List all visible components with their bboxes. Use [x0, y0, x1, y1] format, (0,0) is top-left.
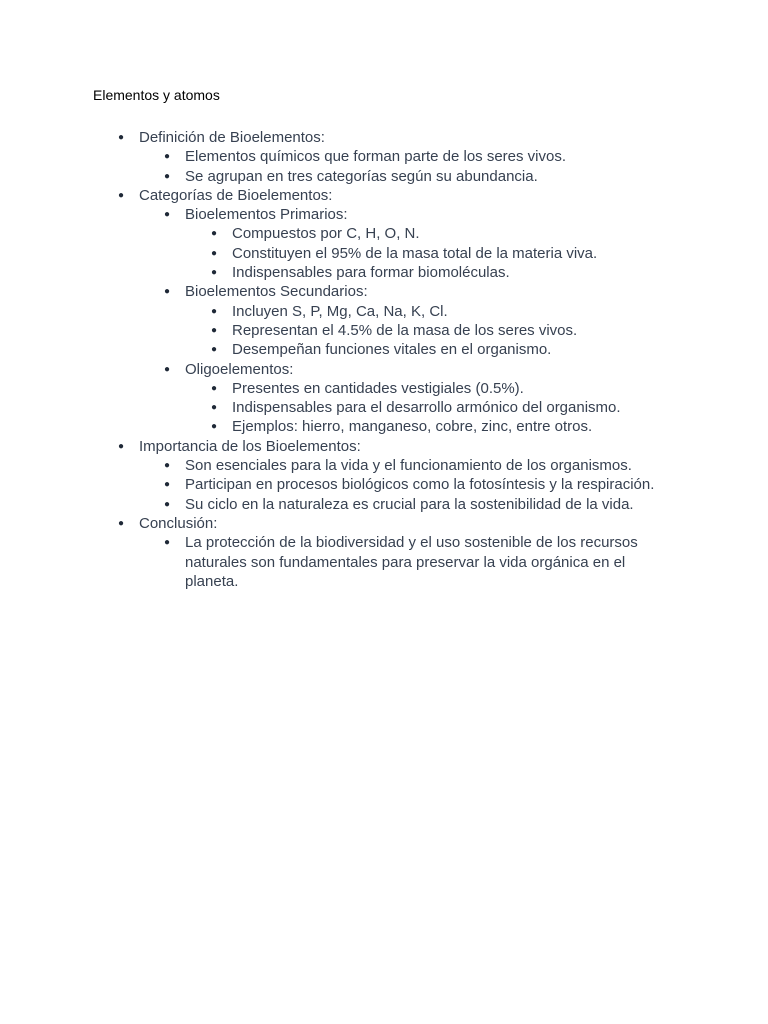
outline-item-text: Su ciclo en la naturaleza es crucial para la sostenibilidad de la vida.: [185, 495, 634, 513]
bullet-icon: ●: [164, 479, 171, 491]
outline-item-text: Oligoelementos:: [185, 360, 294, 378]
outline-item-level-2: [164, 475, 768, 494]
outline-item-text: Incluyen S, P, Mg, Ca, Na, K, Cl.: [232, 302, 448, 320]
outline-item-level-2: [164, 360, 768, 379]
outline-item-level-3: [211, 398, 768, 417]
outline-item-text: Representan el 4.5% de la masa de los seres vivos.: [232, 321, 578, 339]
bullet-icon: ●: [118, 189, 125, 201]
outline-item-text: Definición de Bioelementos:: [139, 129, 325, 146]
bullet-icon: ●: [118, 440, 125, 452]
outline-item-text: Participan en procesos biológicos como la fotosíntesis y la respiración.: [185, 476, 655, 494]
outline-item-text: La protección de la biodiversidad y el uso sostenible de los recursos naturales son fundamentales para preservar la vida orgánica en el planeta.: [185, 534, 638, 590]
bullet-icon: ●: [164, 363, 171, 375]
outline-item-text: Bioelementos Primarios:: [185, 206, 348, 224]
outline-item-text: Importancia de los Bioelementos:: [139, 437, 361, 455]
outline-item-text: Presentes en cantidades vestigiales (0.5%).: [232, 379, 524, 397]
bullet-icon: ●: [164, 460, 171, 472]
bullet-icon: ●: [164, 537, 171, 549]
bullet-icon: ●: [164, 151, 171, 163]
outline-item-level-1: [118, 128, 768, 147]
outline-item-level-1: [118, 437, 768, 456]
outline-item-level-3: [211, 340, 768, 359]
outline-item-level-2: [164, 282, 768, 301]
outline-item-text: Desempeñan funciones vitales en el organismo.: [232, 341, 552, 359]
bullet-icon: ●: [118, 517, 125, 529]
outline-item-level-3: [211, 302, 768, 321]
bullet-icon: ●: [211, 267, 218, 279]
outline-item-level-3: [211, 263, 768, 282]
outline-item-text: Constituyen el 95% de la masa total de la materia viva.: [232, 244, 598, 262]
outline-item-text: Conclusión:: [139, 514, 218, 532]
outline-item-text: Se agrupan en tres categorías según su abundancia.: [185, 167, 538, 185]
outline-item-text: Indispensables para el desarrollo armónico del organismo.: [232, 399, 621, 417]
bullet-icon: ●: [211, 382, 218, 394]
bullet-icon: ●: [211, 324, 218, 336]
bullet-icon: ●: [211, 402, 218, 414]
bullet-icon: ●: [164, 286, 171, 298]
bullet-icon: ●: [164, 498, 171, 510]
outline-item-level-3: [211, 417, 768, 436]
outline-item-level-2: [164, 147, 768, 166]
outline-item-level-2: [164, 167, 768, 186]
outline-item-level-2: [164, 533, 675, 591]
outline-item-level-3: [211, 321, 768, 340]
bullet-icon: ●: [164, 209, 171, 221]
document-title: Elementos y atomos: [93, 87, 220, 103]
bullet-icon: ●: [211, 305, 218, 317]
outline-item-text: Categorías de Bioelementos:: [139, 186, 333, 204]
bullet-icon: ●: [211, 421, 218, 433]
outline-item-level-1: [118, 514, 768, 533]
bullet-icon: ●: [211, 247, 218, 259]
outline-item-text: Compuestos por C, H, O, N.: [232, 225, 420, 243]
outline-item-level-3: [211, 224, 768, 243]
outline-item-level-3: [211, 244, 768, 263]
bullet-icon: ●: [211, 344, 218, 356]
bullet-outline: [0, 128, 768, 591]
outline-item-level-2: [164, 205, 768, 224]
outline-item-text: Son esenciales para la vida y el funcionamiento de los organismos.: [185, 457, 632, 475]
outline-item-level-1: [118, 186, 768, 205]
bullet-icon: ●: [164, 170, 171, 182]
bullet-icon: ●: [118, 132, 125, 143]
bullet-icon: ●: [211, 228, 218, 240]
outline-item-text: Bioelementos Secundarios:: [185, 283, 368, 301]
outline-item-text: Ejemplos: hierro, manganeso, cobre, zinc, entre otros.: [232, 418, 593, 436]
outline-item-level-2: [164, 495, 768, 514]
outline-item-text: Indispensables para formar biomoléculas.: [232, 264, 510, 282]
outline-item-text: Elementos químicos que forman parte de los seres vivos.: [185, 148, 567, 166]
outline-item-level-2: [164, 456, 768, 475]
outline-item-level-3: [211, 379, 768, 398]
